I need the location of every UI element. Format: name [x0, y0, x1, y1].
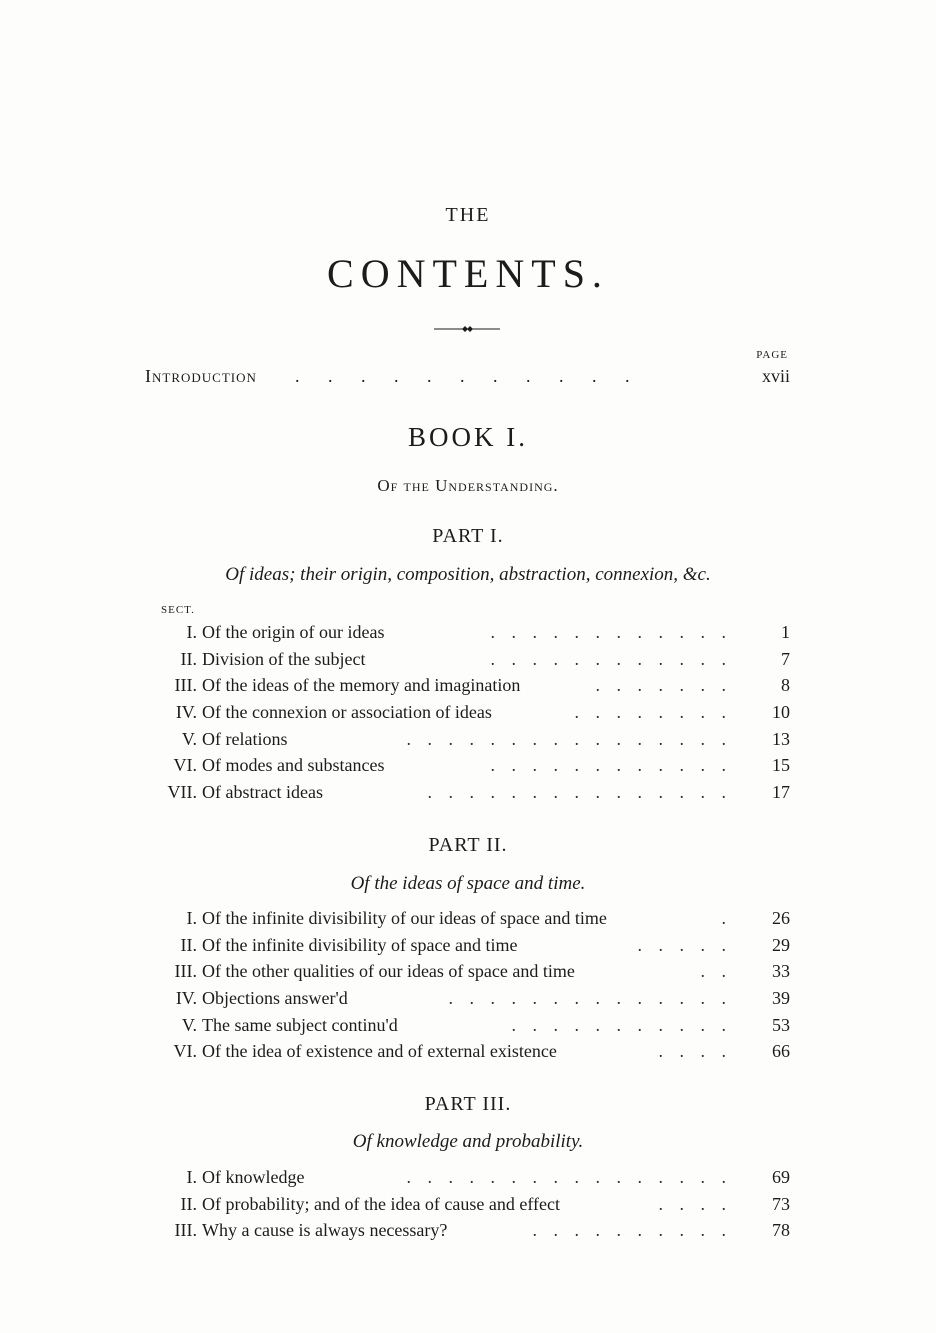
toc-entry — [145, 675, 790, 702]
leader-dots: . . . . — [658, 1041, 732, 1062]
entry-title: Of the ideas of the memory and imagination — [202, 675, 521, 696]
toc-entry — [145, 908, 790, 935]
toc-entry — [145, 961, 790, 988]
part-3-subtitle: Of knowledge and probability. — [352, 1131, 584, 1152]
toc-entry — [145, 1167, 790, 1194]
sect-label: SECT. — [161, 604, 195, 616]
entry-page: 10 — [772, 702, 790, 723]
entry-page: 1 — [781, 622, 790, 642]
toc-entry — [145, 755, 790, 782]
entry-title: Of probability; and of the idea of cause and effect — [202, 1193, 561, 1214]
entry-number: III. — [174, 961, 197, 982]
toc-entry — [145, 935, 790, 962]
entry-number: I. — [186, 622, 197, 642]
leader-dots: . . . . . . . . — [574, 702, 732, 723]
part-3-entries — [145, 1167, 790, 1247]
entry-number: VI. — [173, 1041, 197, 1062]
leader-dots: . . . . . . . . . . — [532, 1220, 732, 1241]
entry-page: 33 — [772, 961, 790, 982]
entry-page: 8 — [781, 675, 790, 696]
entry-page: 15 — [772, 755, 790, 776]
introduction-entry — [145, 366, 790, 392]
leader-dots: . . . . — [658, 1193, 732, 1214]
leader-dots: . . . . . . . . . . . — [511, 1014, 732, 1035]
entry-page: 39 — [772, 988, 790, 1009]
part-1-entries — [145, 622, 790, 809]
toc-entry — [145, 988, 790, 1015]
entry-title: Of the origin of our ideas — [202, 622, 385, 642]
leader-dots: . — [721, 908, 732, 928]
entry-title: Of the idea of existence and of external existence — [202, 1041, 557, 1062]
entry-page: 26 — [772, 908, 790, 928]
entry-page: 66 — [772, 1041, 790, 1062]
leader-dots: . . — [700, 961, 732, 982]
entry-number: IV. — [175, 988, 197, 1009]
entry-number: III. — [174, 675, 197, 696]
entry-page: 69 — [772, 1167, 790, 1187]
toc-entry — [145, 702, 790, 729]
entry-number: II. — [180, 934, 197, 955]
page-column-label: PAGE — [756, 349, 788, 361]
entry-page: 7 — [781, 648, 790, 669]
leader-dots: . . . . . . . . . . . . . . — [448, 988, 732, 1009]
header-the: THE — [445, 204, 491, 226]
toc-entry — [145, 1041, 790, 1068]
entry-title: Of abstract ideas — [202, 782, 323, 803]
entry-number: V. — [181, 728, 197, 749]
entry-number: VII. — [167, 782, 197, 803]
leader-dots: . . . . . — [637, 934, 732, 955]
leader-dots: . . . . . . . . . . . . . . . . — [406, 728, 732, 749]
leader-dots: . . . . . . . — [595, 675, 732, 696]
entry-title: Of the infinite divisibility of our ideas of space and time — [202, 908, 607, 928]
part-3-title: PART III. — [424, 1093, 512, 1115]
toc-entry — [145, 1194, 790, 1221]
toc-entry — [145, 782, 790, 809]
toc-entry — [145, 649, 790, 676]
toc-entry — [145, 622, 790, 649]
entry-title: Division of the subject — [202, 648, 366, 669]
leader-dots: . . . . . . . . . . . . — [490, 755, 732, 776]
introduction-label: Introduction — [145, 366, 257, 386]
part-2-title: PART II. — [428, 834, 508, 856]
leader-dots: . . . . . . . . . . . . . . . — [427, 782, 732, 803]
part-1-title: PART I. — [432, 525, 504, 547]
toc-entry — [145, 729, 790, 756]
book-subtitle: Of the Understanding. — [377, 476, 559, 495]
entry-number: I. — [186, 908, 197, 928]
leader-dots: . . . . . . . . . . . . — [490, 622, 732, 642]
toc-entry — [145, 1015, 790, 1042]
entry-title: Of the other qualities of our ideas of space and time — [202, 961, 575, 982]
page-title: CONTENTS. — [327, 251, 609, 296]
entry-number: VI. — [173, 755, 197, 776]
entry-title: Why a cause is always necessary? — [202, 1220, 448, 1241]
part-2-subtitle: Of the ideas of space and time. — [350, 873, 586, 894]
entry-title: Of relations — [202, 728, 288, 749]
entry-title: Of the infinite divisibility of space and time — [202, 934, 518, 955]
entry-page: 78 — [772, 1220, 790, 1241]
entry-title: Of modes and substances — [202, 755, 385, 776]
entry-number: III. — [174, 1220, 197, 1241]
leader-dots: . . . . . . . . . . . . — [490, 648, 732, 669]
entry-title: Objections answer'd — [202, 988, 348, 1009]
entry-number: II. — [180, 648, 197, 669]
entry-title: Of knowledge — [202, 1167, 305, 1187]
entry-number: II. — [180, 1193, 197, 1214]
part-1-subtitle: Of ideas; their origin, composition, abstraction, connexion, &c. — [225, 564, 711, 585]
leader-dots: . . . . . . . . . . . . . . . . — [406, 1167, 732, 1187]
entry-page: 29 — [772, 934, 790, 955]
entry-title: Of the connexion or association of ideas — [202, 702, 492, 723]
entry-number: I. — [186, 1167, 197, 1187]
entry-number: V. — [181, 1014, 197, 1035]
book-title: BOOK I. — [408, 422, 528, 452]
introduction-page: xvii — [761, 366, 790, 386]
entry-page: 53 — [772, 1014, 790, 1035]
entry-page: 17 — [772, 782, 790, 803]
toc-entry — [145, 1220, 790, 1247]
entry-page: 13 — [772, 728, 790, 749]
part-2-entries — [145, 908, 790, 1068]
ornament-rule-icon — [434, 322, 500, 336]
entry-number: IV. — [175, 702, 197, 723]
entry-title: The same subject continu'd — [202, 1014, 398, 1035]
entry-page: 73 — [772, 1193, 790, 1214]
leader-dots: . . . . . . . . . . . — [295, 366, 642, 386]
